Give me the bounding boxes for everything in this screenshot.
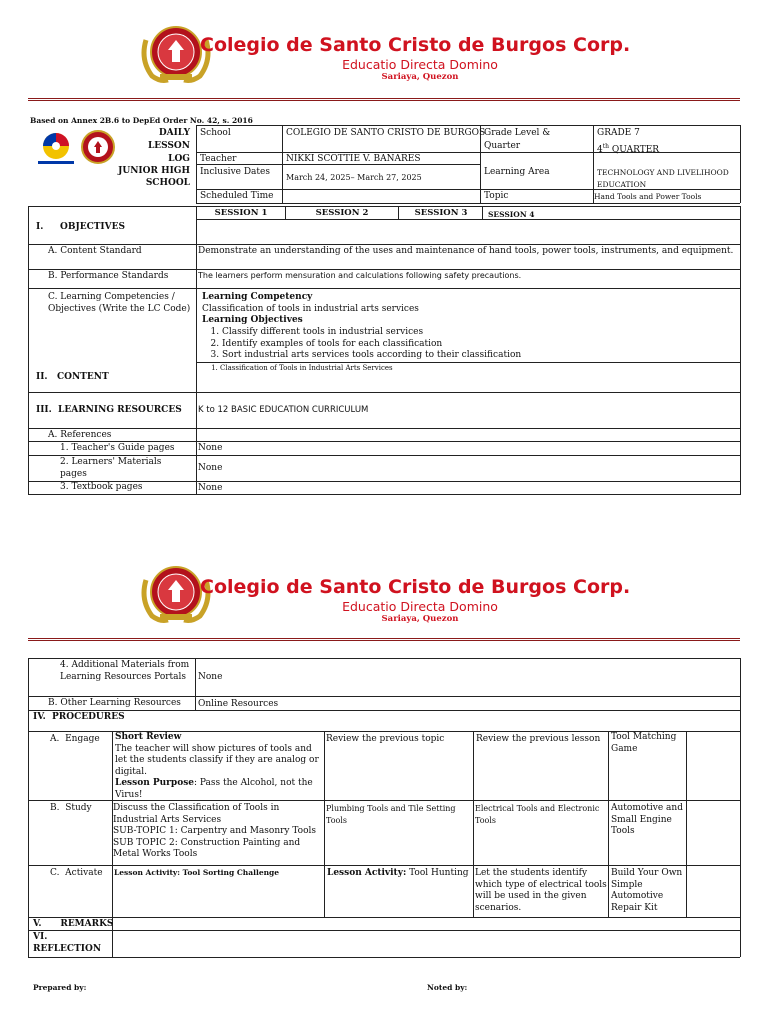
- content-list: [200, 364, 393, 373]
- lesson-activity-label: Lesson Activity:: [327, 868, 407, 878]
- study-session-2: Plumbing Tools and Tile Setting Tools: [326, 804, 456, 825]
- topic-value: Hand Tools and Power Tools: [594, 192, 702, 201]
- other-resources-value: Online Resources: [198, 699, 279, 709]
- grid-line: [28, 244, 740, 245]
- list-item: 3. Sort industrial arts services tools according to their classification: [222, 350, 732, 362]
- scheduled-time-label: Scheduled Time: [200, 191, 274, 201]
- grid-line: [196, 206, 197, 495]
- session-1-header: SESSION 1: [214, 208, 268, 218]
- grid-line: [196, 362, 740, 363]
- school-name-heading: Colegio de Santo Cristo de Burgos Corp.: [200, 34, 631, 56]
- procedures-heading: IV. PROCEDURES: [33, 712, 125, 722]
- grid-line: [686, 731, 687, 917]
- dll-label-lesson: LESSON: [147, 141, 190, 151]
- content-standard-label: A. Content Standard: [48, 246, 142, 256]
- header-divider: [28, 638, 740, 641]
- topic-label: Topic: [484, 191, 509, 201]
- activate-label: C. Activate: [50, 868, 103, 878]
- study-subtopic-2: SUB TOPIC 2: Construction Painting and Metal Works Tools: [113, 837, 301, 859]
- other-resources-label: B. Other Learning Resources: [48, 698, 181, 708]
- content-heading: II. CONTENT: [36, 372, 109, 382]
- references-label: A. References: [48, 430, 112, 440]
- grid-line: [28, 428, 740, 429]
- study-subtopic-1: SUB-TOPIC 1: Carpentry and Masonry Tools: [113, 826, 316, 836]
- content-standard-value: Demonstrate an understanding of the uses and maintenance of hand tools, power tools, instruments, and equipment.: [198, 246, 734, 256]
- grid-line: [28, 658, 740, 659]
- noted-by-label: Noted by:: [427, 983, 468, 992]
- quarter-word: QUARTER: [611, 145, 660, 155]
- school-name-heading: Colegio de Santo Cristo de Burgos Corp.: [200, 576, 631, 598]
- activate-session-1: Lesson Activity: Tool Sorting Challenge: [114, 868, 280, 877]
- grid-line: [473, 731, 474, 917]
- bagong-pilipinas-logo: [36, 131, 76, 167]
- grid-line: [740, 125, 741, 203]
- activate-session-4: Build Your Own Simple Automotive Repair Kit: [611, 868, 683, 913]
- grid-line: [28, 710, 740, 711]
- grid-line: [740, 658, 741, 957]
- learning-objectives-title: Learning Objectives: [202, 315, 303, 325]
- learning-competencies-label: C. Learning Competencies / Objectives (Write the LC Code): [48, 292, 191, 314]
- grid-line: [28, 957, 740, 958]
- list-item: 1. Classification of Tools in Industrial Arts Services: [220, 364, 393, 373]
- lesson-purpose-value: : Pass the Alcohol, not the Virus!: [115, 778, 313, 800]
- grid-line: [324, 731, 325, 917]
- grid-line: [28, 696, 740, 697]
- learners-materials-label: 2. Learners' Materials pages: [60, 457, 162, 479]
- dll-label-daily: DAILY: [158, 128, 190, 138]
- learners-materials-value: None: [198, 463, 223, 473]
- teachers-guide-value: None: [198, 443, 223, 453]
- short-review-title: Short Review: [115, 732, 182, 742]
- school-address: Sariaya, Quezon: [381, 614, 459, 624]
- objectives-heading: OBJECTIVES: [60, 222, 125, 232]
- school-value: COLEGIO DE SANTO CRISTO DE BURGOS: [286, 128, 486, 138]
- engage-session-4: Tool Matching Game: [611, 732, 677, 754]
- annex-reference: Based on Annex 2B.6 to DepEd Order No. 42, s. 2016: [30, 116, 253, 125]
- reflection-number: VI.: [33, 932, 48, 942]
- prepared-by-label: Prepared by:: [33, 983, 87, 992]
- objectives-number: I.: [36, 222, 44, 232]
- learning-area-value: TECHNOLOGY AND LIVELIHOOD EDUCATION: [597, 168, 729, 189]
- grid-line: [28, 455, 740, 456]
- teachers-guide-label: 1. Teacher's Guide pages: [60, 443, 175, 453]
- study-session-3: Electrical Tools and Electronic Tools: [475, 804, 600, 825]
- quarter-value: [597, 141, 659, 157]
- textbook-pages-label: 3. Textbook pages: [60, 482, 143, 492]
- grid-line: [28, 865, 740, 866]
- list-item: 1. Classify different tools in industrial services: [222, 327, 732, 339]
- grid-line: [28, 917, 740, 918]
- short-review-text: The teacher will show pictures of tools and let the students classify if they are analog or digital.: [115, 743, 319, 777]
- grid-line: [28, 441, 740, 442]
- dates-value: March 24, 2025– March 27, 2025: [286, 173, 422, 182]
- grade-label-quarter: Quarter: [484, 141, 521, 151]
- grid-line: [28, 658, 29, 957]
- grid-line: [28, 494, 740, 495]
- session-3-header: SESSION 3: [414, 208, 468, 218]
- quarter-suffix: th: [602, 143, 610, 150]
- learning-competency-value: Classification of tools in industrial arts services: [202, 304, 419, 314]
- remarks-heading: V. REMARKS: [33, 919, 114, 929]
- list-item: 2. Identify examples of tools for each classification: [222, 339, 732, 351]
- header-divider: [28, 98, 740, 101]
- grid-line: [482, 206, 483, 219]
- lesson-activity-value: Tool Hunting: [406, 868, 469, 878]
- learning-resources-value: K to 12 BASIC EDUCATION CURRICULUM: [198, 405, 369, 415]
- grid-line: [398, 206, 399, 219]
- dll-label-log: LOG: [168, 154, 190, 164]
- performance-standard-label: B. Performance Standards: [48, 271, 169, 281]
- dates-label: Inclusive Dates: [200, 167, 270, 177]
- grid-line: [282, 125, 283, 203]
- grid-line: [196, 125, 740, 126]
- grid-line: [28, 288, 740, 289]
- grid-line: [28, 392, 740, 393]
- grid-line: [28, 206, 29, 495]
- engage-session-3: Review the previous lesson: [476, 734, 601, 744]
- learning-competency-title: Learning Competency: [202, 292, 313, 302]
- teacher-value: NIKKI SCOTTIE V. BANARES: [286, 154, 421, 164]
- learning-objectives-list: [202, 327, 732, 362]
- grid-line: [28, 930, 740, 931]
- reflection-heading: REFLECTION: [33, 944, 102, 954]
- engage-session-1: [115, 732, 323, 801]
- grid-line: [28, 206, 740, 207]
- lesson-purpose: [115, 778, 323, 801]
- school-motto: Educatio Directa Domino: [342, 57, 498, 72]
- additional-materials-label: 4. Additional Materials from Learning Resources Portals: [60, 660, 190, 682]
- session-4-header: SESSION 4: [488, 210, 535, 219]
- grid-line: [740, 206, 741, 495]
- grid-line: [608, 731, 609, 917]
- activate-session-2: [327, 868, 473, 880]
- quarter-number: 4: [597, 145, 603, 155]
- study-main-topic: Discuss the Classification of Tools in Industrial Arts Services: [113, 803, 280, 825]
- teacher-label: Teacher: [200, 154, 237, 164]
- performance-standard-value: The learners perform mensuration and calculations following safety precautions.: [198, 271, 522, 280]
- learning-area-label: Learning Area: [484, 167, 550, 177]
- school-label: School: [200, 128, 231, 138]
- study-session-4: Automotive and Small Engine Tools: [611, 803, 683, 836]
- lesson-purpose-label: Lesson Purpose: [115, 778, 195, 788]
- grid-line: [195, 658, 196, 710]
- learning-resources-heading: III. LEARNING RESOURCES: [36, 405, 182, 415]
- school-address: Sariaya, Quezon: [381, 72, 459, 82]
- engage-session-2: Review the previous topic: [326, 734, 445, 744]
- session-2-header: SESSION 2: [315, 208, 369, 218]
- grade-label: Grade Level &: [484, 128, 551, 138]
- grid-line: [196, 125, 197, 203]
- textbook-pages-value: None: [198, 483, 223, 493]
- school-small-seal-logo: [80, 129, 116, 165]
- grid-line: [196, 203, 740, 204]
- school-motto: Educatio Directa Domino: [342, 599, 498, 614]
- engage-label: A. Engage: [50, 734, 100, 744]
- grid-line: [285, 206, 286, 219]
- dll-label-jhs: JUNIOR HIGH SCHOOL: [118, 166, 190, 188]
- grade-value: GRADE 7: [597, 128, 640, 138]
- study-session-1: [113, 803, 323, 861]
- study-label: B. Study: [50, 803, 92, 813]
- additional-materials-value: None: [198, 672, 223, 682]
- activate-session-3: Let the students identify which type of electrical tools will be used in the given scenarios.: [475, 868, 607, 913]
